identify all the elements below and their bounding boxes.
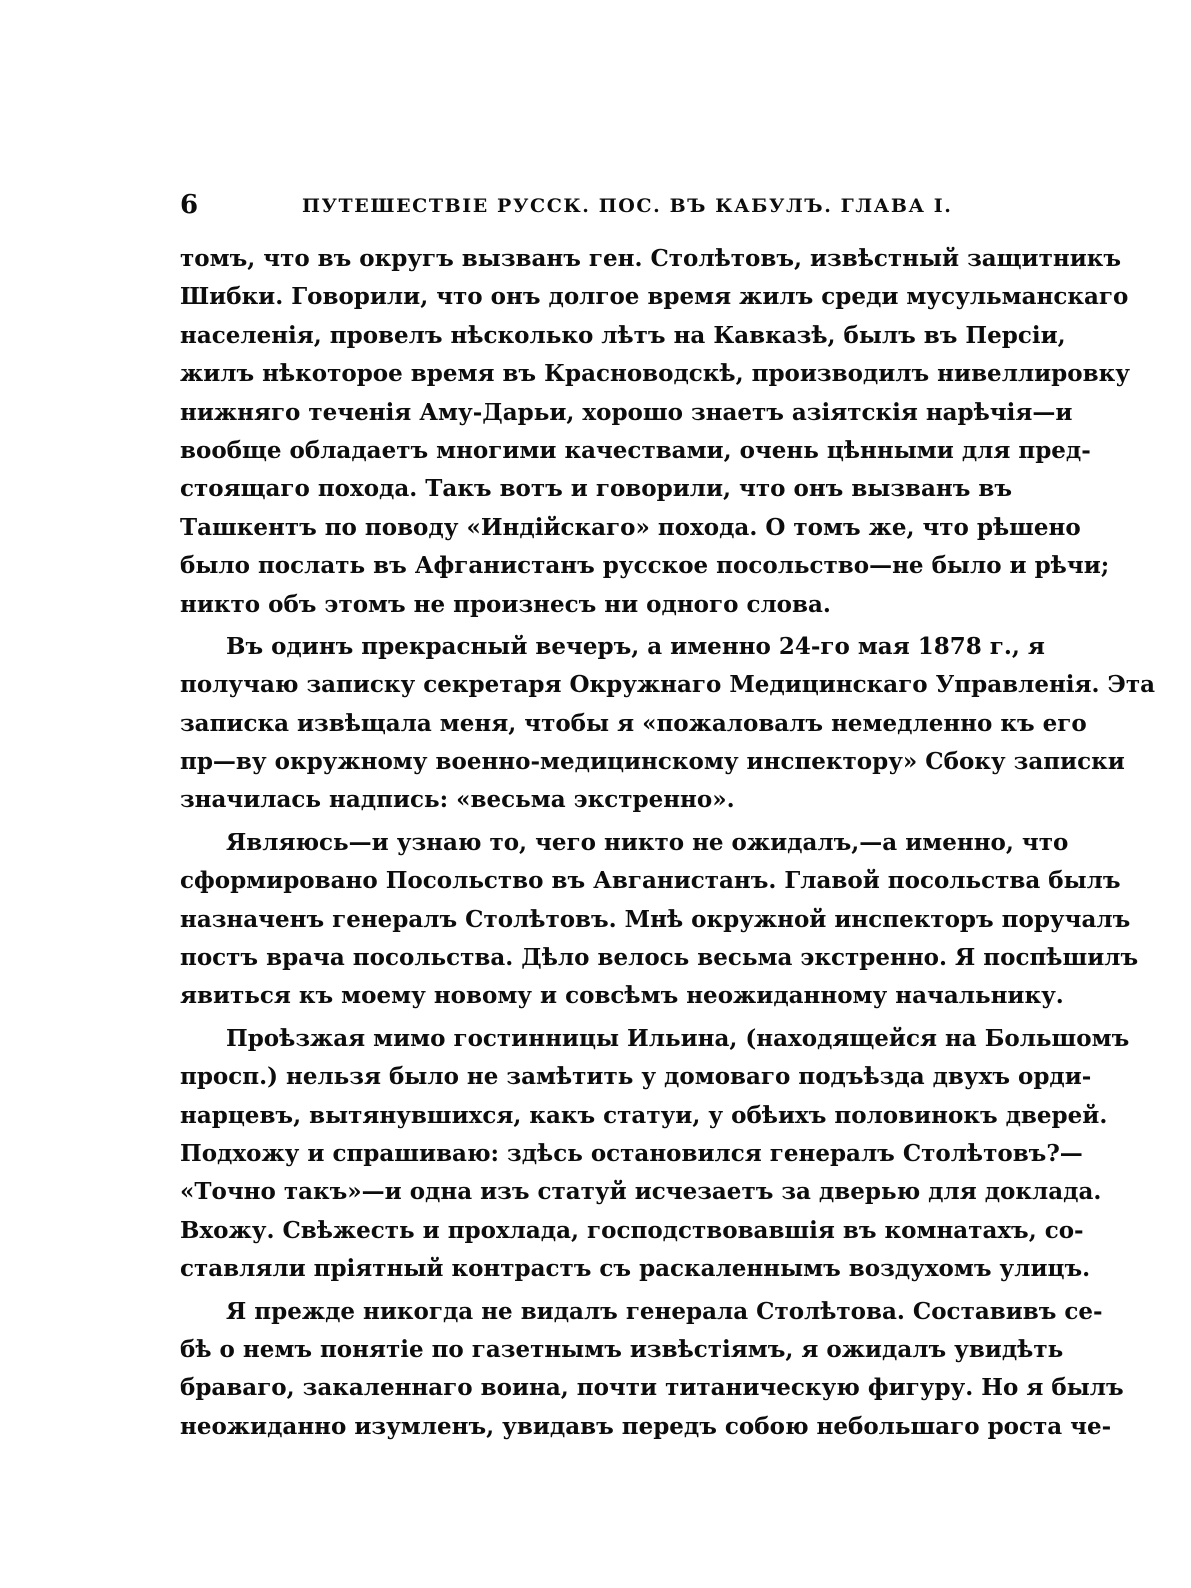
paragraph-2 [180, 628, 1155, 820]
text-line: Въ одинъ прекрасный вечеръ, а именно 24-го мая 1878 г., я [226, 632, 1045, 660]
text-line: было послать въ Афганистанъ русское посольство—не было и рѣчи; [180, 552, 1110, 580]
body-text [180, 240, 1155, 1450]
paragraph-1 [180, 240, 1130, 624]
text-line: явиться къ моему новому и совсѣмъ неожиданному начальнику. [180, 982, 1064, 1010]
text-line: назначенъ генералъ Столѣтовъ. Мнѣ окружной инспекторъ поручалъ [180, 905, 1131, 933]
running-head [180, 190, 1000, 220]
text-line: вообще обладаетъ многими качествами, очень цѣнными для пред- [180, 436, 1091, 464]
text-line: стоящаго похода. Такъ вотъ и говорили, что онъ вызванъ въ [180, 475, 1013, 503]
text-line: Проѣзжая мимо гостинницы Ильина, (находящейся на Большомъ [226, 1024, 1130, 1052]
text-line: нарцевъ, вытянувшихся, какъ статуи, у обѣихъ половинокъ дверей. [180, 1101, 1108, 1129]
text-line: ставляли пріятный контрастъ съ раскаленнымъ воздухомъ улицъ. [180, 1255, 1091, 1283]
text-line: жилъ нѣкоторое время въ Красноводскѣ, производилъ нивеллировку [180, 360, 1130, 388]
text-line: значилась надпись: «весьма экстренно». [180, 786, 735, 814]
text-line: томъ, что въ округъ вызванъ ген. Столѣтовъ, извѣстный защитникъ [180, 245, 1122, 272]
text-line: пр—ву окружному военно-медицинскому инспектору» Сбоку записки [180, 748, 1125, 776]
text-line: Подхожу и спрашиваю: здѣсь остановился генералъ Столѣтовъ?— [180, 1139, 1083, 1167]
text-line: никто объ этомъ не произнесъ ни одного слова. [180, 590, 831, 618]
text-line: «Точно такъ»—и одна изъ статуй исчезаетъ за дверью для доклада. [180, 1178, 1102, 1206]
text-line: нижняго теченія Аму-Дарьи, хорошо знаетъ азіятскія нарѣчія—и [180, 398, 1073, 426]
text-line: Являюсь—и узнаю то, чего никто не ожидалъ,—а именно, что [226, 828, 1069, 856]
text-line: записка извѣщала меня, чтобы я «пожаловалъ немедленно къ его [180, 709, 1087, 737]
paragraph-3 [180, 824, 1139, 1016]
paragraph-5 [180, 1293, 1124, 1447]
text-line: бѣ о немъ понятіе по газетнымъ извѣстіямъ, я ожидалъ увидѣть [180, 1335, 1064, 1363]
page-number: 6 [180, 190, 199, 220]
text-line: постъ врача посольства. Дѣло велось весьма экстренно. Я поспѣшилъ [180, 944, 1139, 972]
text-line: сформировано Посольство въ Авганистанъ. Главой посольства былъ [180, 867, 1121, 895]
text-line: просп.) нельзя было не замѣтить у домоваго подъѣзда двухъ орди- [180, 1063, 1092, 1091]
text-line: Вхожу. Свѣжесть и прохлада, господствовавшія въ комнатахъ, со- [180, 1216, 1084, 1244]
text-line: получаю записку секретаря Окружнаго Медицинскаго Управленія. Эта [180, 671, 1155, 699]
text-line: Ташкентъ по поводу «Индійскаго» похода. О томъ же, что рѣшено [180, 513, 1081, 541]
text-line: Шибки. Говорили, что онъ долгое время жилъ среди мусульманскаго [180, 283, 1129, 311]
running-title: ПУТЕШЕСТВІЕ РУССК. ПОС. ВЪ КАБУЛЪ. ГЛАВА I. [302, 195, 953, 217]
text-line: неожиданно изумленъ, увидавъ передъ собою небольшаго роста че- [180, 1412, 1112, 1440]
text-line: населенія, провелъ нѣсколько лѣтъ на Кавказѣ, былъ въ Персіи, [180, 321, 1066, 349]
paragraph-4 [180, 1020, 1130, 1289]
text-line: браваго, закаленнаго воина, почти титаническую фигуру. Но я былъ [180, 1374, 1124, 1402]
text-line: Я прежде никогда не видалъ генерала Столѣтова. Составивъ се- [226, 1297, 1103, 1325]
